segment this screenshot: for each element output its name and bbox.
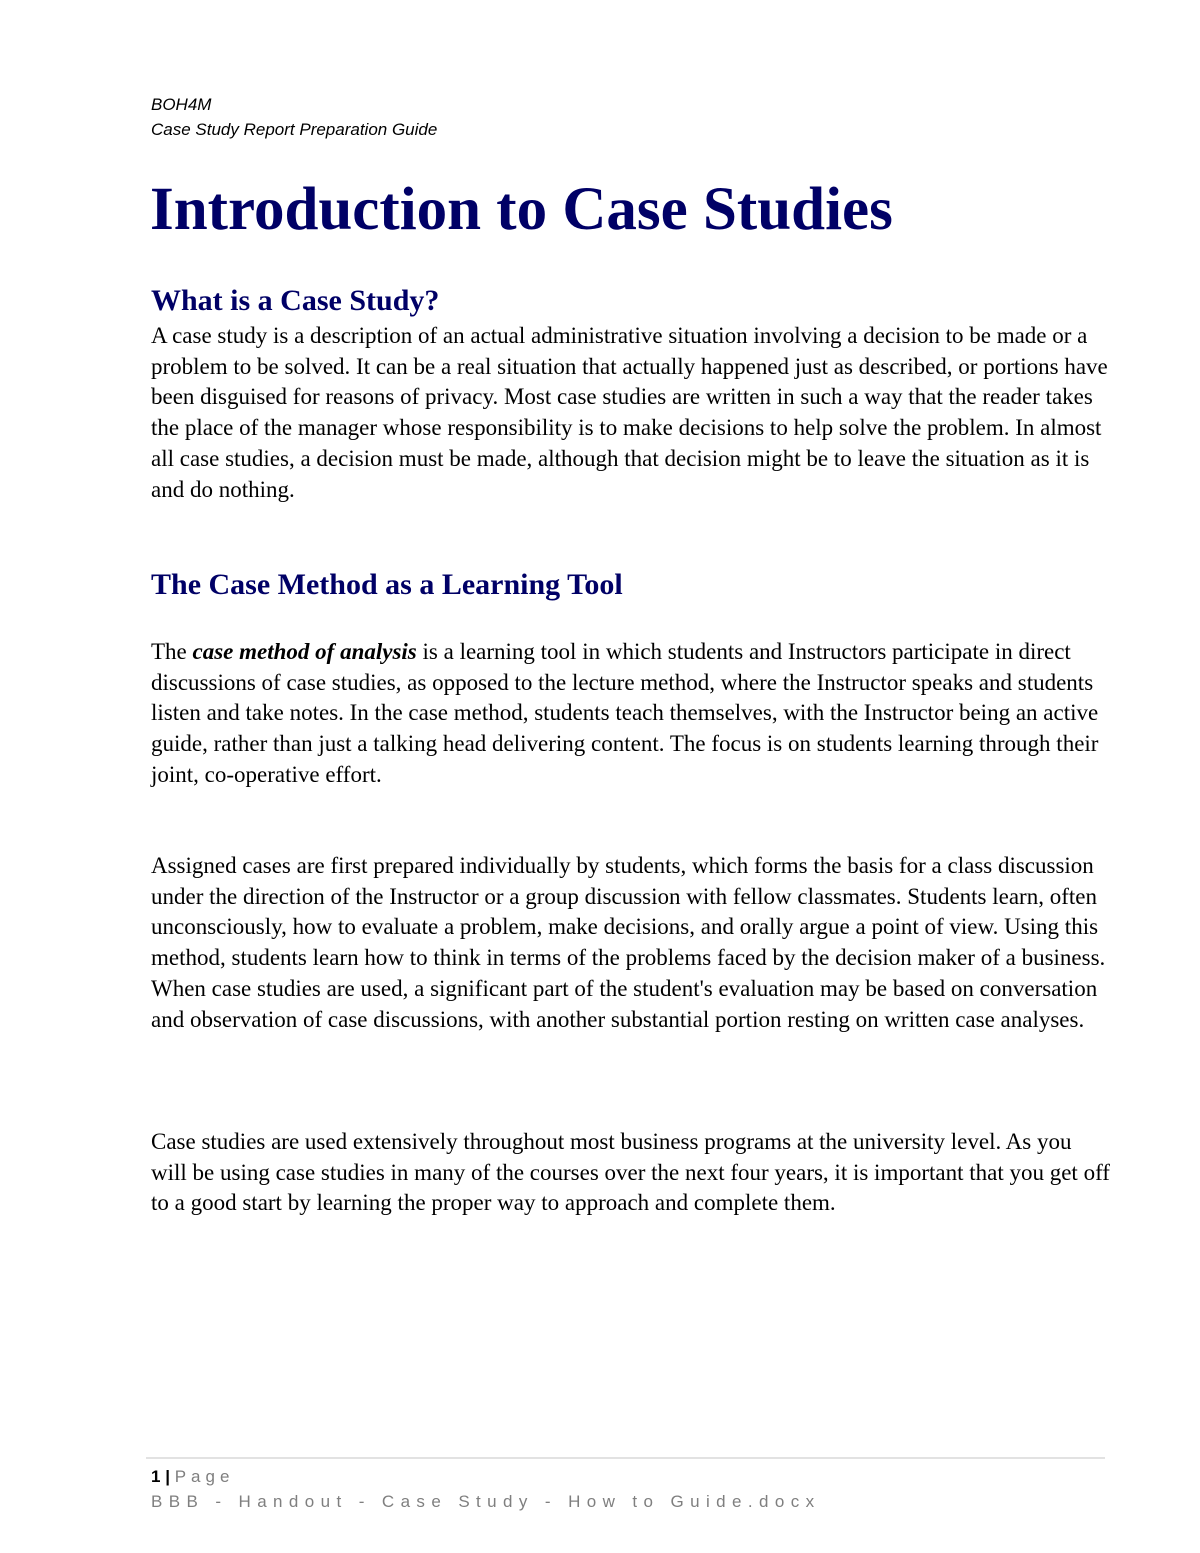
paragraph-case-studies-usage: Case studies are used extensively throughout most business programs at the university level. As you will be using case studies in many of the courses over the next four years, it is important that you get off to a good start by learning the proper way to approach and complete them. bbox=[151, 1129, 1110, 1216]
footer-page-number bbox=[151, 1466, 234, 1488]
section-heading-what-is-case-study: What is a Case Study? bbox=[151, 284, 440, 317]
course-code: BOH4M bbox=[151, 95, 212, 114]
paragraph-case-study-definition: A case study is a description of an actual administrative situation involving a decision to be made or a problem to be solved. It can be a real situation that actually happened just as described, or portions have been disguised for reasons of privacy. Most case studies are written in such a way that the reader takes the place of the manager whose responsibility is to make decisions to help solve the problem. In almost all case studies, a decision must be made, although that decision might be to leave the situation as it is and do nothing. bbox=[151, 323, 1108, 502]
section-heading-case-method: The Case Method as a Learning Tool bbox=[151, 568, 623, 601]
page-separator: | bbox=[165, 1467, 170, 1486]
paragraph-assigned-cases: Assigned cases are first prepared individually by students, which forms the basis for a class discussion under the direction of the Instructor or a group discussion with fellow classmates. Students learn, often unconsciously, how to evaluate a problem, make decisions, and orally argue a point of view. Using this method, students learn how to think in terms of the problems faced by the decision maker of a business. When case studies are used, a significant part of the student's evaluation may be based on conversation and observation of case discussions, with another substantial portion resting on written case analyses. bbox=[151, 853, 1106, 1032]
paragraph-case-method-intro bbox=[151, 637, 1111, 791]
paragraph-lead-text: The bbox=[151, 639, 193, 664]
footer-filename: BBB - Handout - Case Study - How to Guide.docx bbox=[151, 1492, 821, 1511]
emphasis-case-method-of-analysis: case method of analysis bbox=[192, 639, 417, 664]
footer-divider bbox=[146, 1457, 1105, 1459]
paragraph-body-text: is a learning tool in which students and Instructors participate in direct discussions of case studies, as opposed to the lecture method, where the Instructor speaks and students listen and take notes. In the case method, students teach themselves, with the Instructor being an active guide, rather than just a talking head delivering content. The focus is on students learning through their joint, co-operative effort. bbox=[151, 639, 1099, 787]
document-title: Introduction to Case Studies bbox=[150, 176, 893, 243]
guide-title: Case Study Report Preparation Guide bbox=[151, 120, 438, 139]
page-number: 1 bbox=[151, 1467, 161, 1486]
page-label: Page bbox=[174, 1467, 235, 1486]
page-header bbox=[151, 92, 437, 142]
